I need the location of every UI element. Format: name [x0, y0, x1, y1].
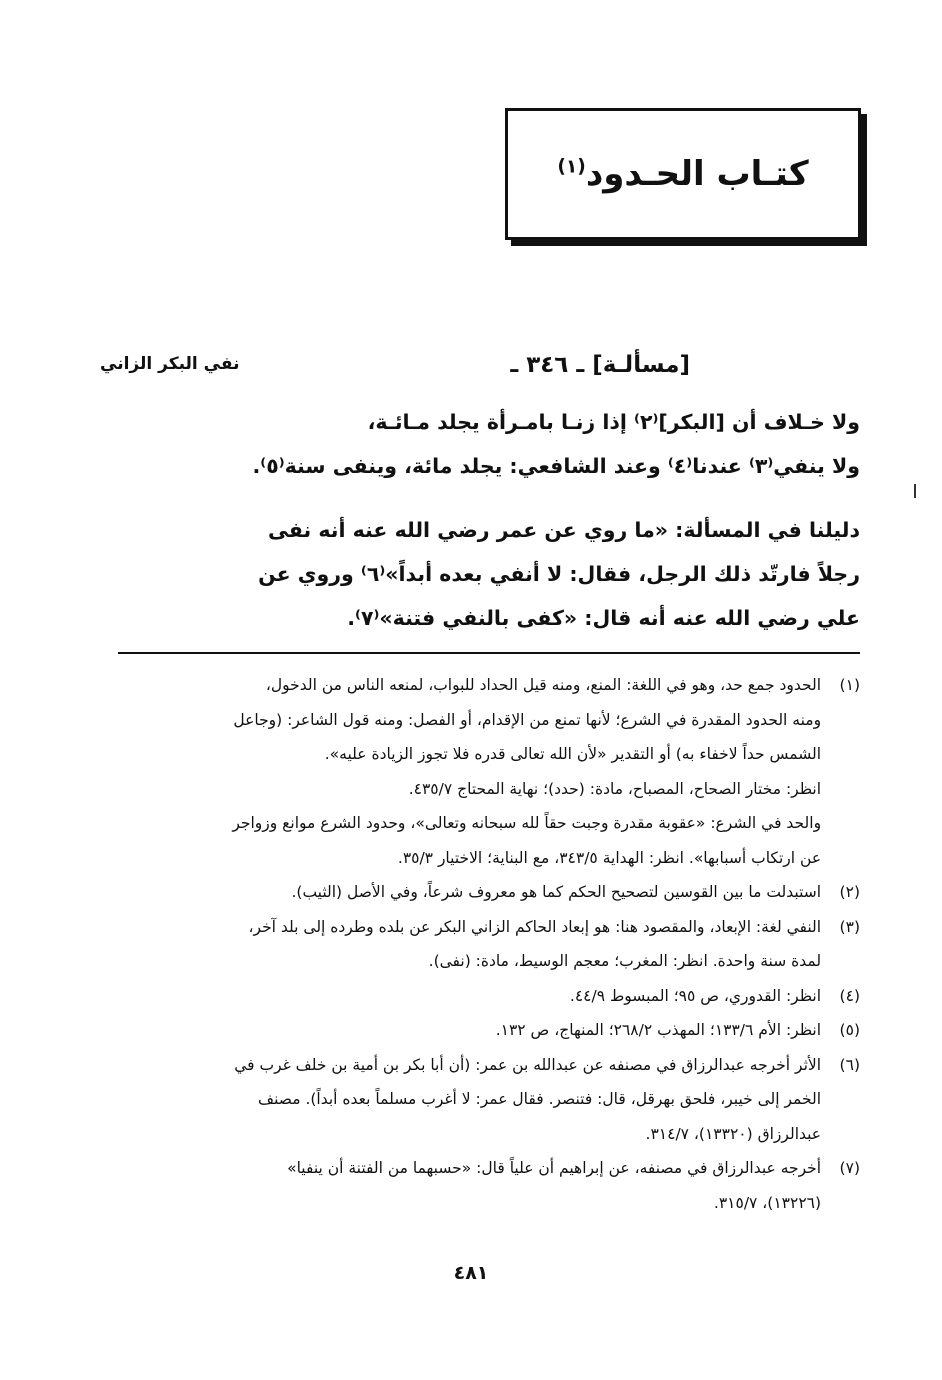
footnote-7-line [110, 1186, 860, 1221]
footnote-text: الخمر إلى خيبر، فلحق بهرقل، قال: فتنصر. فقال عمر: لا أغرب مسلماً بعده أبداً). مصنف [258, 1090, 822, 1108]
body-line: ولا ينفي⁽٣⁾ عندنا⁽٤⁾ وعند الشافعي: يجلد مائة، وينفى سنة⁽٥⁾. [252, 454, 860, 478]
footnote-number: (٧) [839, 1159, 860, 1177]
footnote-number: (٥) [839, 1021, 860, 1039]
footnote-number: (٢) [839, 883, 860, 901]
footnote-text: لمدة سنة واحدة. انظر: المغرب؛ معجم الوسيط، مادة: (نفى). [428, 952, 822, 970]
page-number: ٤٨١ [453, 1262, 489, 1284]
body-line: علي رضي الله عنه أنه قال: «كفى بالنفي فتنة»⁽٧⁾. [347, 606, 860, 630]
footnote-text: انظر: القدوري، ص ٩٥؛ المبسوط ٤٤/٩. [569, 986, 822, 1005]
footnote-text: الحدود جمع حد، وهو في اللغة: المنع، ومنه قيل الحداد للبواب، لمنعه الناس من الدخول، [265, 676, 822, 694]
body-line: دليلنا في المسألة: «ما روي عن عمر رضي الله عنه أنه نفى [268, 518, 860, 542]
footnote-number: (١) [839, 676, 860, 694]
footnote-text: النفي لغة: الإبعاد، والمقصود هنا: هو إبعاد الحاكم الزاني البكر عن بلده وطرده إلى بلد آخر، [248, 917, 822, 936]
footnote-1-line [110, 841, 860, 876]
footnote-text: ومنه الحدود المقدرة في الشرع؛ لأنها تمنع من الإقدام، أو الفصل: ومنه قول الشاعر: (وجاعل [233, 710, 822, 729]
paragraph-gap [265, 488, 860, 508]
body-line: ولا خـلاف أن [البكر]⁽٢⁾ إذا زنـا بامـرأة يجلد مـائـة، [367, 410, 860, 434]
chapter-footnote-ref: (١) [557, 156, 586, 178]
footnote-1-line [110, 668, 860, 703]
footnote-text: عن ارتكاب أسبابها». انظر: الهداية ٣٤٣/٥، مع البناية؛ الاختيار ٣٥/٣. [397, 848, 822, 867]
footnote-3-line [110, 944, 860, 979]
footnote-number: (٤) [839, 986, 860, 1005]
footnote-1-line [110, 772, 860, 807]
footnote-6-line [110, 1082, 860, 1117]
footnote-1-line [110, 737, 860, 772]
footnote-text: الأثر أخرجه عبدالرزاق في مصنفه عن عبدالله بن عمر: (أن أبا بكر بن أمية بن خلف غرب في [234, 1055, 822, 1074]
footnote-5-line [110, 1013, 860, 1048]
main-body-text [252, 400, 860, 640]
footnote-text: انظر: الأم ١٣٣/٦؛ المهذب ٢٦٨/٢؛ المنهاج، ص ١٣٢. [495, 1021, 822, 1039]
footnote-text: عبدالرزاق (١٣٣٢٠)، ٣١٤/٧. [645, 1124, 822, 1143]
margin-side-note: نفي البكر الزاني [100, 354, 240, 374]
footnote-1-line [110, 806, 860, 841]
footnote-4-line [110, 979, 860, 1014]
footnote-7-line [110, 1151, 860, 1186]
footnote-1-line [110, 703, 860, 738]
footnote-2-line [110, 875, 860, 910]
footnote-6-line [110, 1117, 860, 1152]
footnote-text: والحد في الشرع: «عقوبة مقدرة وجبت حقاً لله سبحانه وتعالى»، وحدود الشرع موانع وزواجر [232, 814, 822, 832]
footnote-number: (٣) [839, 917, 860, 936]
footnote-separator [118, 652, 860, 654]
footnote-text: (١٣٢٢٦)، ٣١٥/٧. [713, 1193, 822, 1212]
margin-mark [914, 484, 916, 498]
footnote-6-line [110, 1048, 860, 1083]
footnote-number: (٦) [839, 1055, 860, 1074]
title-box-frame [505, 108, 861, 240]
body-line: رجلاً فارتّد ذلك الرجل، فقال: لا أنفي بعده أبداً»⁽٦⁾ وروي عن [258, 562, 860, 586]
chapter-title [557, 154, 808, 194]
footnote-text: الشمس حداً لاخفاء به) أو التقدير «لأن الله تعالى قدره فلا تجوز الزيادة عليه». [324, 745, 822, 763]
footnote-text: انظر: مختار الصحاح، المصباح، مادة: (حدد)؛ نهاية المحتاج ٤٣٥/٧. [408, 779, 822, 798]
chapter-title-box [505, 108, 861, 240]
footnotes-section [110, 668, 860, 1220]
footnote-text: أخرجه عبدالرزاق في مصنفه، عن إبراهيم أن علياً قال: «حسبهما من الفتنة أن ينفيا» [287, 1159, 822, 1177]
footnote-3-line [110, 910, 860, 945]
issue-heading: [مسألـة] ـ ٣٤٦ ـ [510, 352, 690, 378]
footnote-text: استبدلت ما بين القوسين لتصحيح الحكم كما هو معروف شرعاً، وفي الأصل (الثيب). [291, 883, 822, 901]
chapter-title-label: كتـاب الحـدود [585, 154, 809, 194]
